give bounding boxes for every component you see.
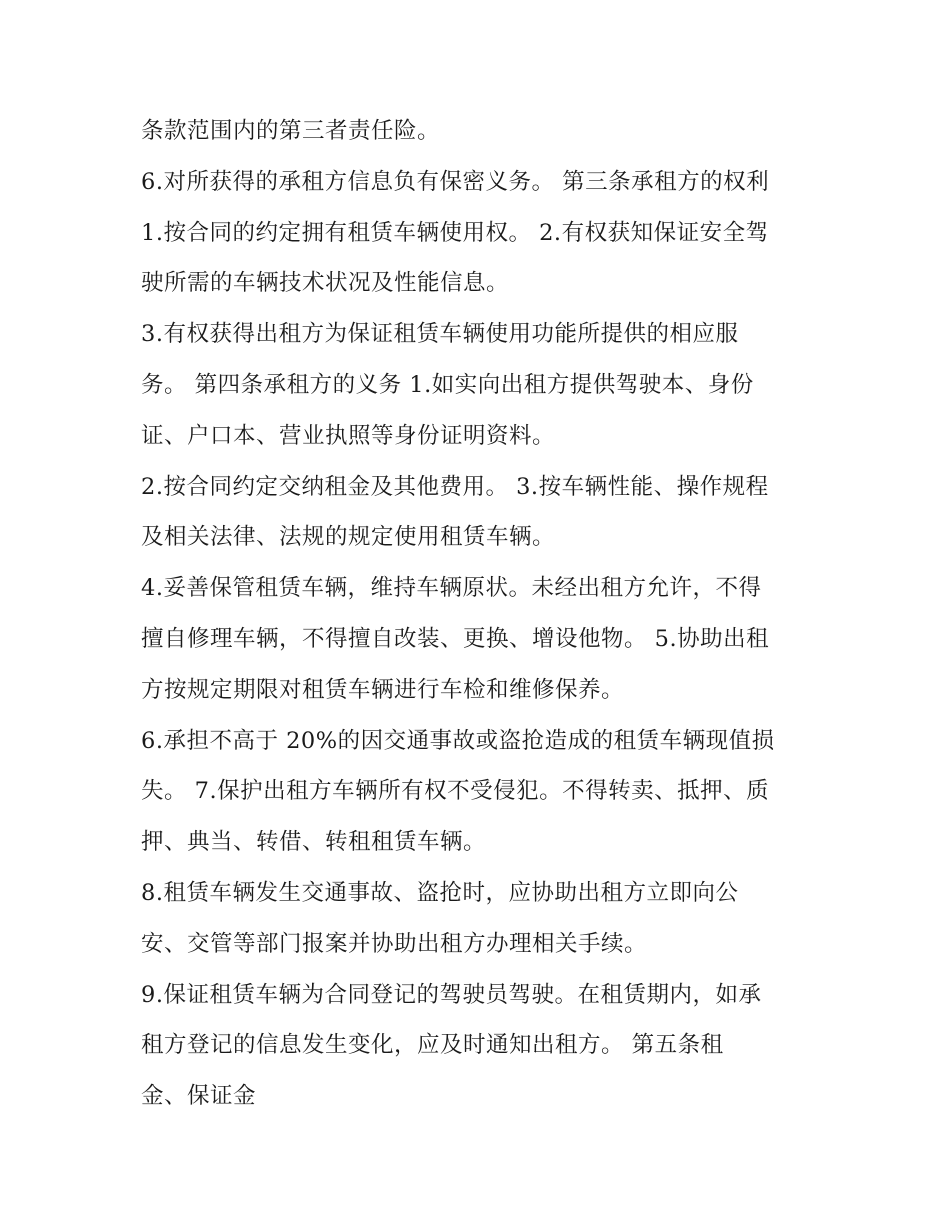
text-line: 6.对所获得的承租方信息负有保密义务。 第三条承租方的权利 bbox=[141, 168, 770, 195]
text-line: 条款范围内的第三者责任险。 bbox=[141, 118, 441, 144]
text-line: 安、交管等部门报案并协助出租方办理相关手续。 bbox=[141, 930, 648, 957]
text-line: 证、户口本、营业执照等身份证明资料。 bbox=[141, 422, 556, 449]
text-line: 租方登记的信息发生变化，应及时通知出租方。 第五条租 bbox=[141, 1032, 724, 1059]
text-line: 务。 第四条承租方的义务 1.如实向出租方提供驾驶本、身份 bbox=[141, 371, 754, 398]
text-line: 6.承担不高于 20%的因交通事故或盗抢造成的租赁车辆现值损 bbox=[141, 727, 775, 754]
text-line: 及相关法律、法规的规定使用租赁车辆。 bbox=[141, 524, 556, 551]
text-line: 3.有权获得出租方为保证租赁车辆使用功能所提供的相应服 bbox=[141, 321, 739, 348]
text-line: 9.保证租赁车辆为合同登记的驾驶员驾驶。在租赁期内，如承 bbox=[141, 981, 762, 1008]
text-line: 方按规定期限对租赁车辆进行车检和维修保养。 bbox=[141, 676, 625, 703]
text-line: 押、典当、转借、转租租赁车辆。 bbox=[141, 829, 487, 856]
text-line: 失。 7.保护出租方车辆所有权不受侵犯。不得转卖、抵押、质 bbox=[141, 778, 770, 805]
text-line: 8.租赁车辆发生交通事故、盗抢时，应协助出租方立即向公 bbox=[141, 879, 739, 906]
contract-text-body bbox=[141, 106, 821, 1122]
text-line: 擅自修理车辆，不得擅自改装、更换、增设他物。 5.协助出租 bbox=[141, 625, 770, 652]
text-line: 驶所需的车辆技术状况及性能信息。 bbox=[141, 270, 510, 297]
text-line: 4.妥善保管租赁车辆，维持车辆原状。未经出租方允许，不得 bbox=[141, 575, 762, 602]
text-line: 金、保证金 bbox=[141, 1083, 257, 1110]
text-line: 1.按合同的约定拥有租赁车辆使用权。 2.有权获知保证安全驾 bbox=[141, 219, 769, 246]
text-line: 2.按合同约定交纳租金及其他费用。 3.按车辆性能、操作规程 bbox=[141, 473, 769, 500]
